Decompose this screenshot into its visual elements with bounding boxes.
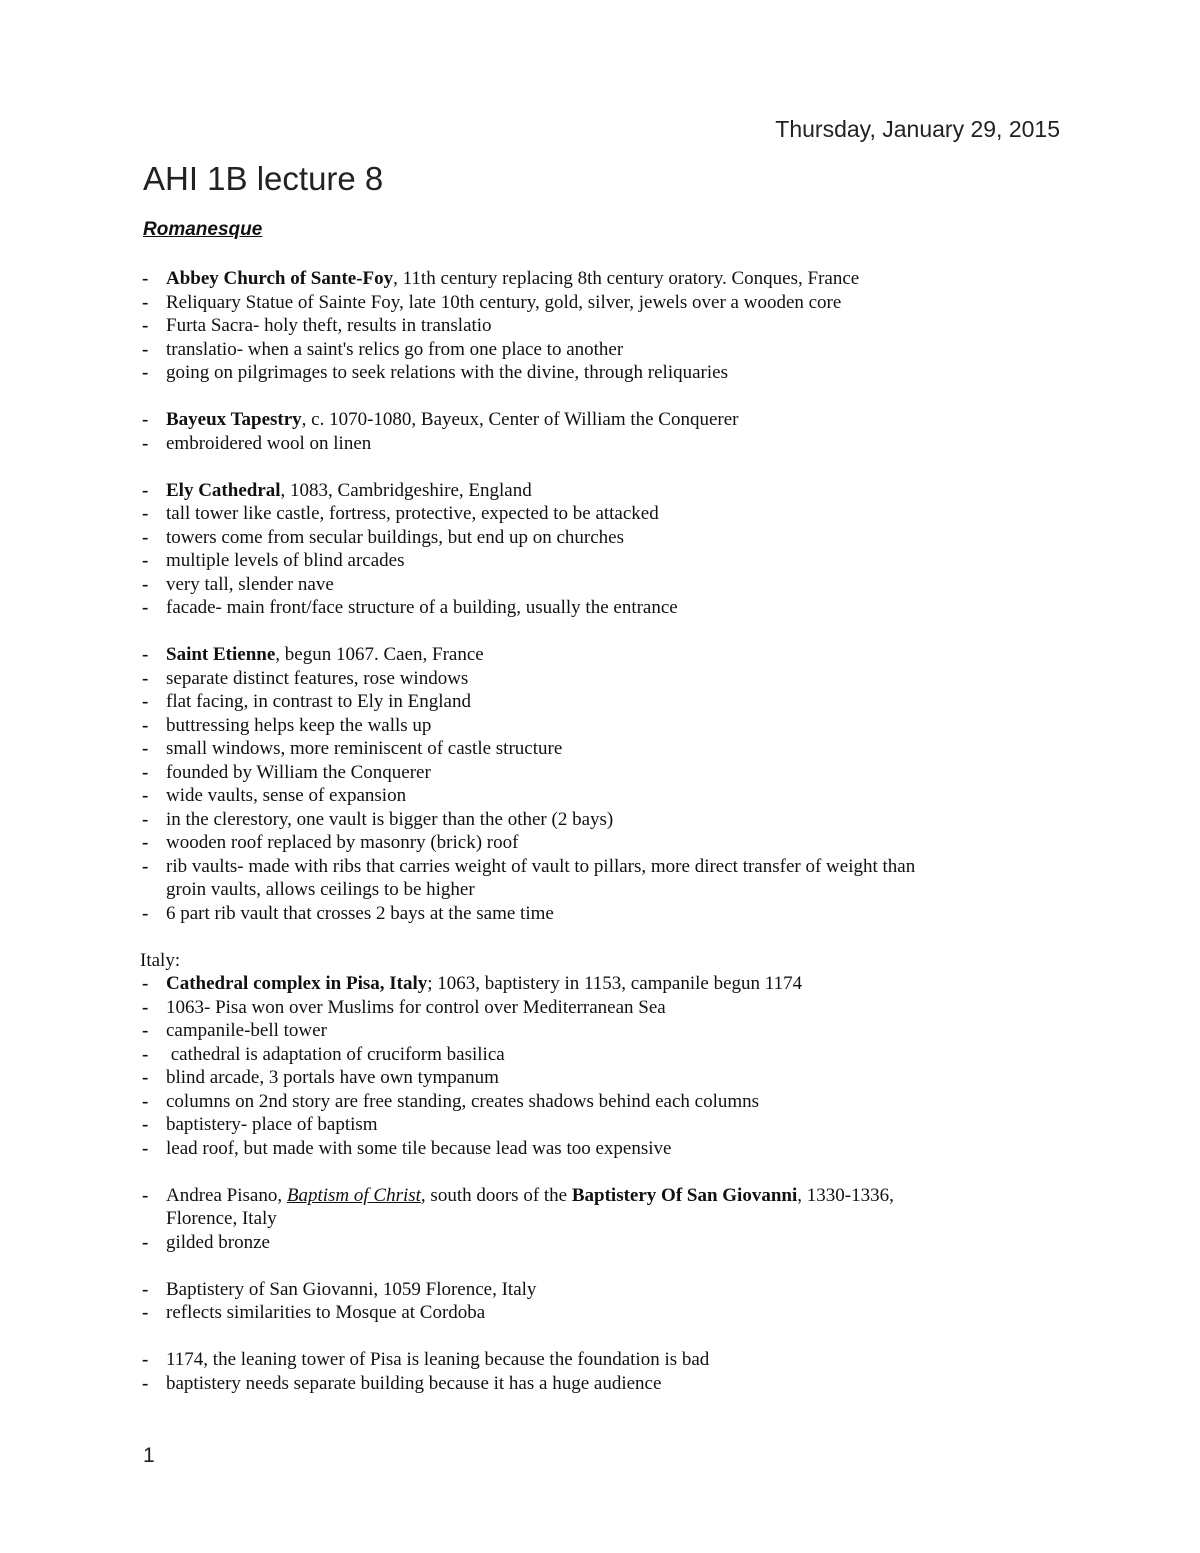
- bullet-dash: -: [142, 1349, 149, 1370]
- bullet-text: wide vaults, sense of expansion: [166, 785, 407, 806]
- bullet-dash: -: [142, 1372, 149, 1394]
- bullet-text: translatio- when a saint's relics go from one place to another: [166, 338, 624, 360]
- bullet-line: [140, 1043, 1040, 1067]
- bullet-text: small windows, more reminiscent of castle structure: [166, 738, 563, 759]
- bullet-text: flat facing, in contrast to Ely in England: [166, 691, 471, 712]
- bullet-dash: -: [142, 808, 149, 830]
- bullet-line: [140, 1231, 1040, 1255]
- bullet-text: , begun 1067. Caen, France: [275, 644, 484, 665]
- bullet-line: [140, 1278, 1040, 1302]
- bullet-dash: -: [142, 1278, 149, 1300]
- bullet-dash: -: [142, 832, 149, 853]
- bullet-text: lead roof, but made with some tile because lead was too expensive: [166, 1137, 672, 1159]
- bullet-line: [140, 526, 1040, 550]
- bullet-dash: -: [142, 362, 149, 383]
- bullet-line: [140, 1301, 1040, 1325]
- bullet-line-continuation: [140, 1207, 1040, 1231]
- bullet-text: wooden roof replaced by masonry (brick) roof: [166, 832, 519, 853]
- bullet-text: 1063- Pisa won over Muslims for control over Mediterranean Sea: [166, 996, 666, 1018]
- bullet-text: Baptistery of San Giovanni, 1059 Florence, Italy: [166, 1278, 537, 1300]
- bullet-line: [140, 1184, 1040, 1208]
- artwork-name: Ely Cathedral: [166, 479, 281, 501]
- bullet-line: [140, 479, 1040, 503]
- artwork-title: Baptism of Christ: [286, 1184, 421, 1206]
- bullet-line: [140, 291, 1040, 315]
- bullet-line: [140, 643, 1040, 667]
- bullet-dash: -: [142, 1137, 149, 1159]
- notes-group-ely: [140, 479, 1040, 620]
- artwork-name: Cathedral complex in Pisa, Italy: [166, 973, 428, 994]
- bullet-text: baptistery needs separate building because it has a huge audience: [166, 1372, 662, 1394]
- notes-group-san-giovanni: [140, 1278, 1040, 1325]
- bullet-dash: -: [142, 1067, 149, 1088]
- bullet-line: [140, 1090, 1040, 1114]
- bullet-dash: -: [142, 479, 149, 501]
- notes-group-bayeux: [140, 408, 1040, 455]
- bullet-text: gilded bronze: [166, 1231, 270, 1253]
- bullet-dash: -: [142, 714, 149, 736]
- bullet-dash: -: [142, 432, 149, 454]
- bullet-text: tall tower like castle, fortress, protective, expected to be attacked: [166, 503, 659, 524]
- bullet-text: Furta Sacra- holy theft, results in translatio: [166, 315, 492, 336]
- bullet-dash: -: [142, 973, 149, 994]
- bullet-dash: -: [142, 761, 149, 783]
- bullet-dash: -: [142, 1043, 149, 1065]
- bullet-dash: -: [142, 338, 149, 360]
- notes-group-leaning-tower: [140, 1348, 1040, 1395]
- notes-group-saint-etienne: [140, 643, 1040, 925]
- bullet-text: , 1330-1336,: [797, 1184, 894, 1206]
- page-number: 1: [143, 1444, 155, 1467]
- bullet-line: [140, 831, 1040, 855]
- bullet-dash: -: [142, 597, 149, 618]
- bullet-line: [140, 1372, 1040, 1396]
- artwork-name: Saint Etienne: [166, 644, 276, 665]
- bullet-text: baptistery- place of baptism: [166, 1114, 378, 1135]
- bullet-text: Andrea Pisano,: [166, 1184, 287, 1206]
- bullet-text: , c. 1070-1080, Bayeux, Center of William the Conquerer: [301, 409, 739, 430]
- bullet-text: separate distinct features, rose windows: [166, 667, 469, 689]
- bullet-line: [140, 502, 1040, 526]
- bullet-text: , 1083, Cambridgeshire, England: [280, 479, 532, 501]
- bullet-line-continuation: [140, 878, 1040, 902]
- bullet-line: [140, 1019, 1040, 1043]
- bullet-dash: -: [142, 526, 149, 548]
- bullet-dash: -: [142, 1114, 149, 1135]
- bullet-dash: -: [142, 1231, 149, 1253]
- bullet-text: going on pilgrimages to seek relations with the divine, through reliquaries: [166, 362, 728, 383]
- bullet-line: [140, 573, 1040, 597]
- lecture-date: Thursday, January 29, 2015: [775, 116, 1060, 142]
- bullet-dash: -: [142, 1090, 149, 1112]
- bullet-dash: -: [142, 291, 149, 313]
- bullet-text: embroidered wool on linen: [166, 432, 372, 454]
- bullet-text: founded by William the Conquerer: [166, 761, 431, 783]
- bullet-text: 1174, the leaning tower of Pisa is leaning because the foundation is bad: [166, 1349, 710, 1370]
- bullet-line: [140, 361, 1040, 385]
- bullet-text: buttressing helps keep the walls up: [166, 714, 432, 736]
- bullet-text: reflects similarities to Mosque at Cordoba: [166, 1302, 486, 1323]
- bullet-dash: -: [142, 738, 149, 759]
- bullet-text: ; 1063, baptistery in 1153, campanile begun 1174: [427, 973, 803, 994]
- bullet-text: rib vaults- made with ribs that carries weight of vault to pillars, more direct transfer of weight than: [166, 855, 916, 877]
- bullet-line: [140, 1348, 1040, 1372]
- bullet-line: [140, 737, 1040, 761]
- bullet-line: [140, 408, 1040, 432]
- section-heading: Romanesque: [143, 219, 263, 240]
- artwork-name: Bayeux Tapestry: [166, 409, 302, 430]
- bullet-line: [140, 1066, 1040, 1090]
- bullet-dash: -: [142, 667, 149, 689]
- bullet-dash: -: [142, 691, 149, 712]
- bullet-line: [140, 1113, 1040, 1137]
- bullet-dash: -: [142, 902, 149, 924]
- artwork-name: Abbey Church of Sante-Foy: [166, 268, 394, 289]
- bullet-text: in the clerestory, one vault is bigger than the other (2 bays): [166, 808, 614, 830]
- bullet-line: [140, 432, 1040, 456]
- subsection-label: Italy:: [140, 949, 181, 971]
- bullet-line: [140, 808, 1040, 832]
- bullet-dash: -: [142, 644, 149, 665]
- bullet-text: groin vaults, allows ceilings to be higher: [166, 879, 475, 900]
- bullet-line: [140, 902, 1040, 926]
- bullet-line: [140, 314, 1040, 338]
- bullet-line: [140, 338, 1040, 362]
- bullet-text: towers come from secular buildings, but end up on churches: [166, 526, 624, 548]
- bullet-text: , south doors of the: [420, 1184, 572, 1206]
- notes-group-sante-foy: [140, 267, 1040, 385]
- bullet-text: , 11th century replacing 8th century oratory. Conques, France: [393, 268, 860, 289]
- bullet-dash: -: [142, 550, 149, 571]
- bullet-text: columns on 2nd story are free standing, creates shadows behind each columns: [166, 1090, 760, 1112]
- notes-group-italy: [140, 949, 1040, 1161]
- bullet-line: [140, 996, 1040, 1020]
- bullet-text: Reliquary Statue of Sainte Foy, late 10th century, gold, silver, jewels over a wooden core: [166, 291, 842, 313]
- bullet-dash: -: [142, 855, 149, 877]
- bullet-dash: -: [142, 1184, 149, 1206]
- bullet-line: [140, 267, 1040, 291]
- bullet-dash: -: [142, 268, 149, 289]
- bullet-line: [140, 549, 1040, 573]
- bullet-dash: -: [142, 409, 149, 430]
- bullet-line: [140, 690, 1040, 714]
- bullet-line: [140, 855, 1040, 879]
- bullet-line: [140, 714, 1040, 738]
- bullet-text: cathedral is adaptation of cruciform basilica: [166, 1043, 505, 1065]
- notes-group-pisano: [140, 1184, 1040, 1255]
- bullet-text: facade- main front/face structure of a building, usually the entrance: [166, 597, 678, 618]
- bullet-line: [140, 972, 1040, 996]
- bullet-dash: -: [142, 503, 149, 524]
- bullet-dash: -: [142, 1020, 149, 1041]
- bullet-line: [140, 596, 1040, 620]
- bullet-dash: -: [142, 996, 149, 1018]
- notes-body: [140, 267, 1040, 1419]
- artwork-name: Baptistery Of San Giovanni: [571, 1184, 798, 1206]
- bullet-text: 6 part rib vault that crosses 2 bays at the same time: [166, 902, 554, 924]
- bullet-dash: -: [142, 315, 149, 336]
- page-title: AHI 1B lecture 8: [143, 160, 384, 197]
- bullet-line: [140, 784, 1040, 808]
- bullet-text: very tall, slender nave: [166, 573, 334, 595]
- bullet-dash: -: [142, 785, 149, 806]
- bullet-text: campanile-bell tower: [166, 1020, 327, 1041]
- bullet-text: blind arcade, 3 portals have own tympanum: [166, 1067, 499, 1088]
- bullet-line: [140, 1137, 1040, 1161]
- bullet-dash: -: [142, 1302, 149, 1323]
- bullet-text: multiple levels of blind arcades: [166, 550, 405, 571]
- bullet-line: [140, 761, 1040, 785]
- bullet-text: Florence, Italy: [166, 1208, 277, 1229]
- bullet-dash: -: [142, 573, 149, 595]
- bullet-line: [140, 667, 1040, 691]
